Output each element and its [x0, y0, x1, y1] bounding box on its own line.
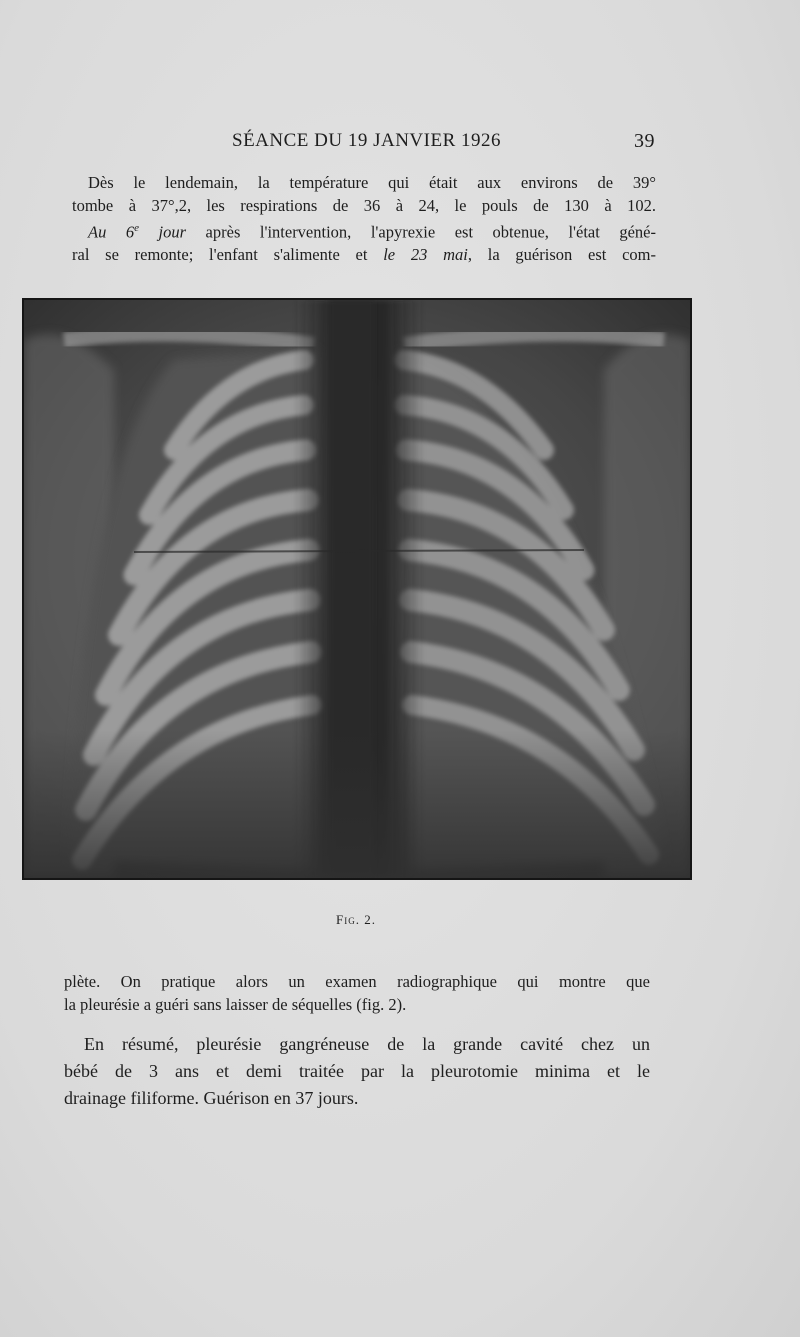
- summary-line: drainage filiforme. Guérison en 37 jours.: [64, 1088, 359, 1108]
- paragraph-top: [72, 172, 656, 267]
- summary-paragraph: [64, 1031, 650, 1112]
- paragraph-top-line: Dès le lendemain, la température qui était aux environs de 39°: [88, 173, 656, 192]
- paragraph-bottom-line: la pleurésie a guéri sans laisser de séquelles (fig. 2).: [64, 995, 407, 1014]
- summary-line: En résumé, pleurésie gangréneuse de la grande cavité chez un: [84, 1034, 650, 1054]
- italic-text: Au 6: [88, 222, 135, 242]
- chest-radiograph-image: [24, 300, 690, 878]
- italic-text: le 23 mai: [383, 245, 468, 264]
- paragraph-top-line: [72, 244, 656, 267]
- text-run: après l'intervention, l'apyrexie est obtenue, l'état géné-: [186, 222, 656, 242]
- text-run: ral se remonte; l'enfant s'alimente et: [72, 245, 384, 264]
- italic-text: jour: [139, 222, 187, 242]
- caption-number: 2.: [359, 912, 376, 927]
- diaphragm-shadow: [24, 730, 690, 878]
- chest-radiograph-figure: [22, 298, 692, 880]
- page-number: 39: [634, 130, 655, 152]
- paragraph-top-line: [72, 217, 656, 244]
- caption-label: Fig.: [336, 912, 360, 927]
- superscript: e: [134, 222, 139, 234]
- header-title: SÉANCE DU 19 JANVIER 1926: [232, 130, 501, 151]
- paragraph-bottom-line: plète. On pratique alors un examen radiographique qui montre que: [64, 972, 650, 991]
- summary-line: bébé de 3 ans et demi traitée par la pleurotomie minima et le: [64, 1061, 650, 1081]
- text-run: , la guérison est com-: [467, 245, 656, 264]
- paragraph-bottom: [64, 970, 650, 1016]
- figure-caption: [0, 912, 712, 928]
- paragraph-top-line: tombe à 37°,2, les respirations de 36 à 24, le pouls de 130 à 102.: [72, 195, 656, 215]
